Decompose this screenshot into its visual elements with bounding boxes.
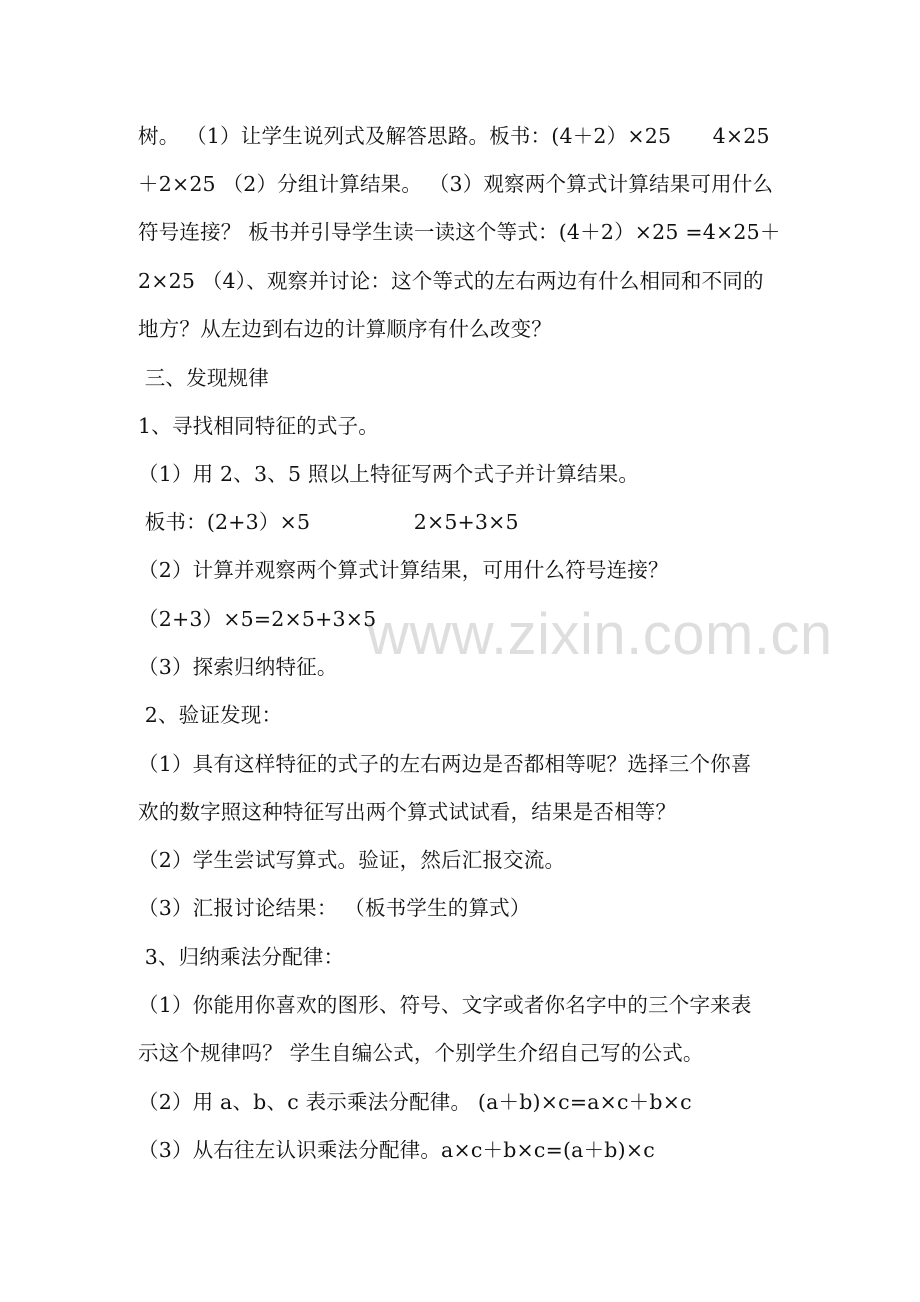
text-line: （2）用 a、b、c 表示乘法分配律。 (a＋b)×c=a×c＋b×c: [138, 1090, 692, 1114]
text-line: 树。 （1）让学生说列式及解答思路。板书：(4＋2）×25 4×25: [138, 124, 770, 148]
subsection-heading: 1、寻找相同特征的式子。: [138, 414, 379, 438]
text-line: （1）你能用你喜欢的图形、符号、文字或者你名字中的三个字来表: [138, 993, 752, 1017]
subsection-heading: 2、验证发现：: [138, 703, 283, 727]
watermark: www.zixin.com.cn: [367, 602, 833, 667]
text-line: ＋2×25 （2）分组计算结果。 （3）观察两个算式计算结果可用什么: [138, 172, 774, 196]
text-line: 符号连接？ 板书并引导学生读一读这个等式：(4＋2）×25 =4×25＋: [138, 220, 781, 244]
text-line: 板书：(2+3）×5 2×5+3×5: [138, 510, 519, 534]
text-line: （1）具有这样特征的式子的左右两边是否都相等呢？选择三个你喜: [138, 752, 752, 776]
section-heading: 三、发现规律: [138, 366, 269, 390]
text-line: 欢的数字照这种特征写出两个算式试试看，结果是否相等？: [138, 800, 677, 824]
text-line: （3）汇报讨论结果： （板书学生的算式）: [138, 896, 531, 920]
text-line: 2×25 （4）、观察并讨论：这个等式的左右两边有什么相同和不同的: [138, 269, 764, 293]
text-line: （2）学生尝试写算式。验证，然后汇报交流。: [138, 848, 566, 872]
formula-line: （2+3）×5=2×5+3×5: [138, 607, 377, 631]
subsection-heading: 3、归纳乘法分配律：: [138, 945, 345, 969]
text-line: （1）用 2、3、5 照以上特征写两个式子并计算结果。: [138, 462, 640, 486]
text-line: 地方？从左边到右边的计算顺序有什么改变？: [138, 317, 552, 341]
text-line: （2）计算并观察两个算式计算结果，可用什么符号连接？: [138, 558, 669, 582]
text-line: （3）从右往左认识乘法分配律。a×c＋b×c=(a＋b)×c: [138, 1138, 655, 1162]
text-line: （3）探索归纳特征。: [138, 655, 338, 679]
text-line: 示这个规律吗？ 学生自编公式，个别学生介绍自己写的公式。: [138, 1041, 704, 1065]
